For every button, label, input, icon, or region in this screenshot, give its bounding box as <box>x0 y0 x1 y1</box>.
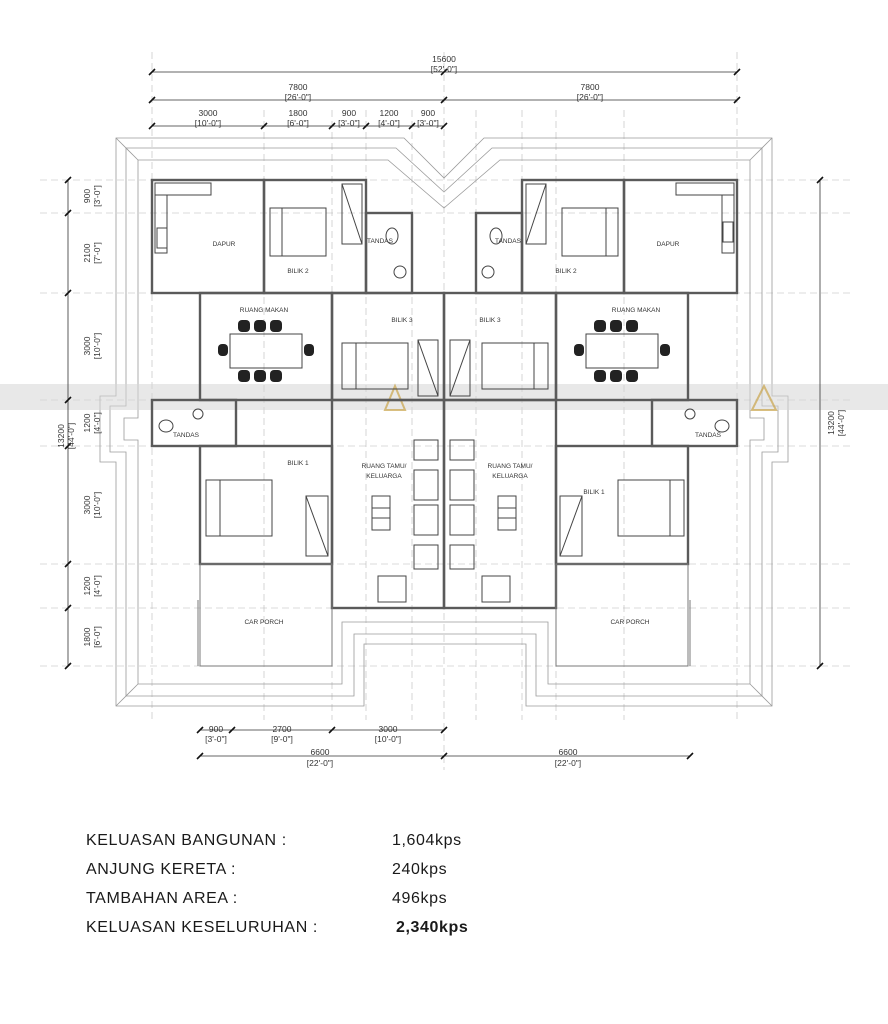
dim-bottom-seg-2-ft: [9'-0"] <box>271 734 293 744</box>
dim-left-seg-1-mm: 900 <box>82 188 92 204</box>
room-label-bilik3-right: BILIK 3 <box>479 317 501 324</box>
dim-left-seg-3-ft: [10'-0"] <box>92 332 102 360</box>
room-label-ruang-makan-right: RUANG MAKAN <box>611 307 661 314</box>
room-label-bilik1-left: BILIK 1 <box>287 460 309 467</box>
room-label-tandas-lower-left: TANDAS <box>173 432 199 439</box>
summary-row-car-porch <box>86 855 606 884</box>
dim-left-seg-1-ft: [3'-0"] <box>92 185 102 207</box>
dim-half-left-mm: 7800 <box>288 82 308 92</box>
room-label-ruang-makan-left: RUANG MAKAN <box>239 307 289 314</box>
room-label-keluarga-right: KELUARGA <box>492 473 528 480</box>
dim-overall-depth-right-mm: 13200 <box>826 411 836 435</box>
dim-overall-depth-left-ft: [44'-0"] <box>66 422 76 450</box>
dim-half-left-ft: [26'-0"] <box>284 92 312 102</box>
room-label-dapur-right: DAPUR <box>656 241 680 248</box>
dim-overall-width-ft: [52'-0"] <box>430 64 458 74</box>
dim-left-seg-2-mm: 2100 <box>82 243 92 263</box>
dimension-labels <box>56 54 846 768</box>
summary-label: KELUASAN KESELURUHAN : <box>86 918 318 936</box>
summary-value: 1,604kps <box>392 831 462 849</box>
room-label-bilik2-right: BILIK 2 <box>555 268 577 275</box>
summary-total-value: 2,340kps <box>396 918 469 936</box>
summary-label: ANJUNG KERETA : <box>86 860 237 878</box>
dim-overall-width-mm: 15600 <box>432 54 456 64</box>
dim-left-seg-6-mm: 1200 <box>82 576 92 596</box>
room-label-car-porch-right: CAR PORCH <box>610 619 650 626</box>
dim-left-seg-5-mm: 3000 <box>82 495 92 515</box>
dim-top-seg-1-ft: [10'-0"] <box>194 118 222 128</box>
dim-bottom-seg-3-ft: [10'-0"] <box>374 734 402 744</box>
dim-left-seg-4-ft: [4'-0"] <box>92 412 102 434</box>
summary-label: TAMBAHAN AREA : <box>86 889 238 907</box>
dim-top-seg-5-ft: [3'-0"] <box>417 118 439 128</box>
dim-left-seg-7-ft: [6'-0"] <box>92 626 102 648</box>
dim-half-right-ft: [26'-0"] <box>576 92 604 102</box>
dim-top-seg-4-ft: [4'-0"] <box>378 118 400 128</box>
room-label-tandas-right: TANDAS <box>495 238 521 245</box>
dim-top-seg-2-mm: 1800 <box>288 108 308 118</box>
dim-top-seg-3-ft: [3'-0"] <box>338 118 360 128</box>
dim-left-seg-2-ft: [7'-0"] <box>92 242 102 264</box>
dim-bottom-seg-3-mm: 3000 <box>378 724 398 734</box>
dim-left-seg-7-mm: 1800 <box>82 627 92 647</box>
dim-left-seg-4-mm: 1200 <box>82 413 92 433</box>
dim-bottom-half-right-mm: 6600 <box>558 747 578 757</box>
room-label-dapur-left: DAPUR <box>212 241 236 248</box>
dim-overall-depth-left-mm: 13200 <box>56 424 66 448</box>
room-label-ruang-tamu-left: RUANG TAMU/ <box>361 463 407 470</box>
dim-bottom-half-right-ft: [22'-0"] <box>554 758 582 768</box>
summary-row-additional-area <box>86 884 606 913</box>
room-label-bilik3-left: BILIK 3 <box>391 317 413 324</box>
room-label-tandas-lower-right: TANDAS <box>695 432 721 439</box>
summary-label: KELUASAN BANGUNAN : <box>86 831 287 849</box>
room-label-bilik2-left: BILIK 2 <box>287 268 309 275</box>
dim-bottom-seg-1-mm: 900 <box>208 724 224 734</box>
dim-bottom-seg-2-mm: 2700 <box>272 724 292 734</box>
room-labels <box>173 238 722 626</box>
summary-row-building-area <box>86 826 606 855</box>
dim-bottom-half-left-ft: [22'-0"] <box>306 758 334 768</box>
dim-top-seg-2-ft: [6'-0"] <box>287 118 309 128</box>
summary-value: 240kps <box>392 860 448 878</box>
dim-bottom-half-left-mm: 6600 <box>310 747 330 757</box>
dim-bottom-seg-1-ft: [3'-0"] <box>205 734 227 744</box>
dim-top-seg-4-mm: 1200 <box>379 108 399 118</box>
dim-half-right-mm: 7800 <box>580 82 600 92</box>
room-label-ruang-tamu-right: RUANG TAMU/ <box>487 463 533 470</box>
dim-top-seg-5-mm: 900 <box>420 108 436 118</box>
dim-left-seg-5-ft: [10'-0"] <box>92 491 102 519</box>
dim-overall-depth-right-ft: [44'-0"] <box>836 409 846 437</box>
dim-left-seg-6-ft: [4'-0"] <box>92 575 102 597</box>
summary-row-total-area <box>86 913 606 942</box>
dim-top-seg-1-mm: 3000 <box>198 108 218 118</box>
room-label-car-porch-left: CAR PORCH <box>244 619 284 626</box>
area-summary <box>86 826 606 942</box>
room-label-bilik1-right: BILIK 1 <box>583 489 605 496</box>
summary-value: 496kps <box>392 889 448 907</box>
room-label-tandas-left: TANDAS <box>367 238 393 245</box>
dim-top-seg-3-mm: 900 <box>341 108 357 118</box>
room-label-keluarga-left: KELUARGA <box>366 473 402 480</box>
dim-left-seg-3-mm: 3000 <box>82 336 92 356</box>
